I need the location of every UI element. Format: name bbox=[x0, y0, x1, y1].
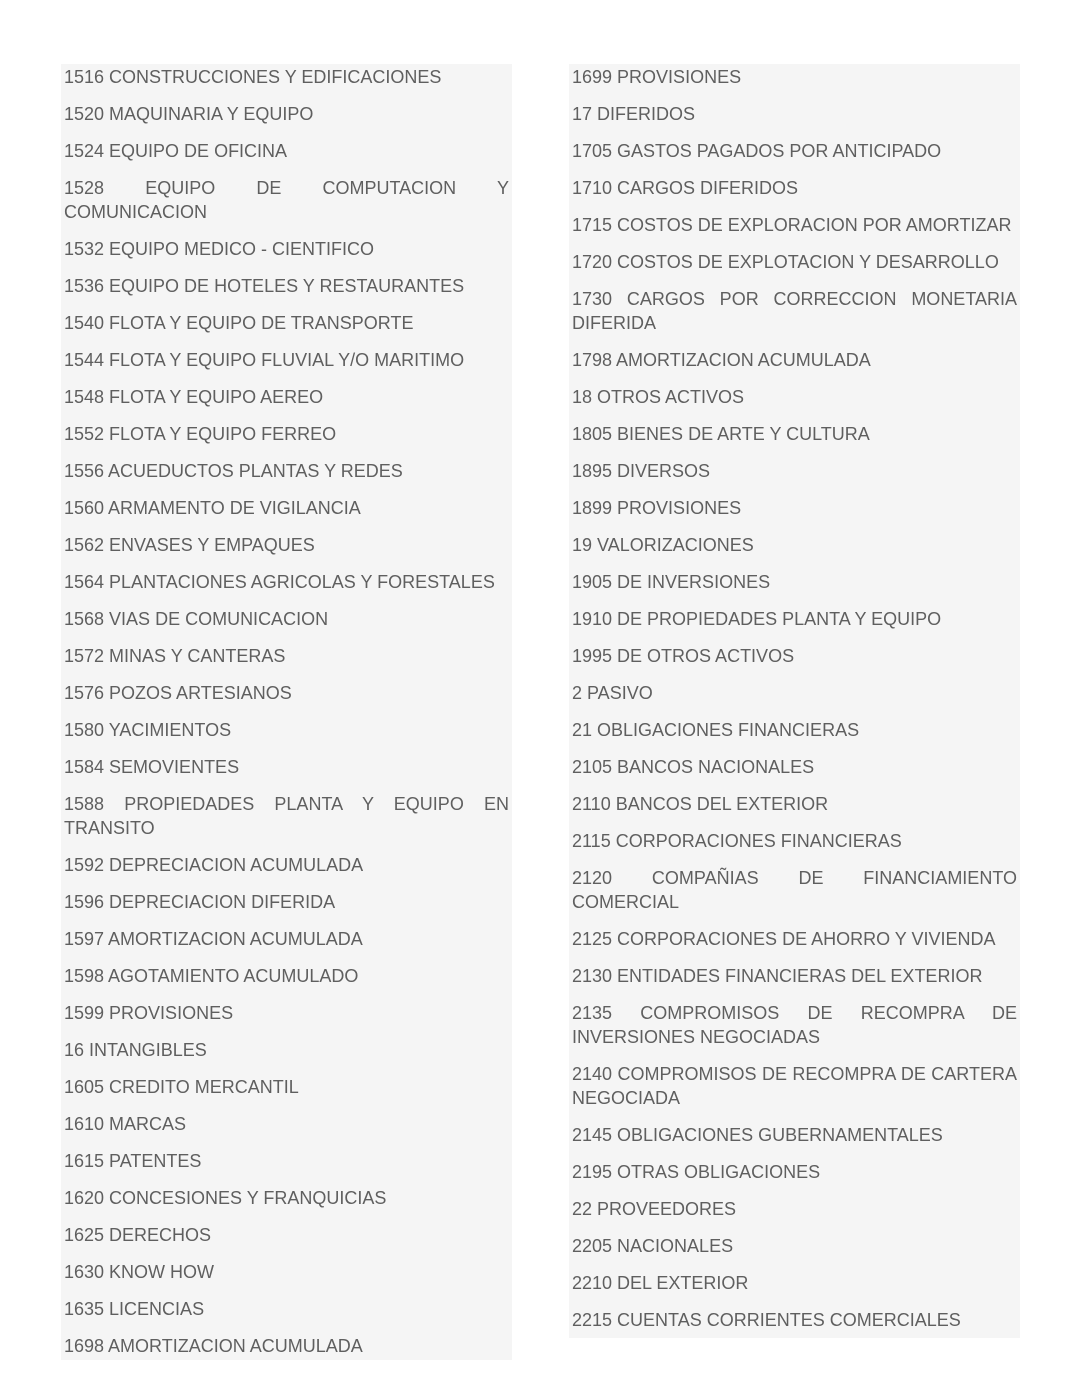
account-entry: 1544 FLOTA Y EQUIPO FLUVIAL Y/O MARITIMO bbox=[64, 350, 465, 370]
account-entry: 1556 ACUEDUCTOS PLANTAS Y REDES bbox=[64, 461, 403, 481]
account-entry: 22 PROVEEDORES bbox=[572, 1199, 737, 1219]
account-entry: 1605 CREDITO MERCANTIL bbox=[64, 1077, 299, 1097]
account-entry: 1720 COSTOS DE EXPLOTACION Y DESARROLLO bbox=[572, 252, 999, 272]
account-entry: 1536 EQUIPO DE HOTELES Y RESTAURANTES bbox=[64, 276, 465, 296]
account-entry: 1598 AGOTAMIENTO ACUMULADO bbox=[64, 966, 359, 986]
account-entry: 1895 DIVERSOS bbox=[572, 461, 711, 481]
account-entry: 2210 DEL EXTERIOR bbox=[572, 1273, 749, 1293]
account-entry: 1599 PROVISIONES bbox=[64, 1003, 234, 1023]
account-entry: 2145 OBLIGACIONES GUBERNAMENTALES bbox=[572, 1125, 943, 1145]
account-entry: 1540 FLOTA Y EQUIPO DE TRANSPORTE bbox=[64, 313, 414, 333]
account-entry: 1899 PROVISIONES bbox=[572, 498, 742, 518]
account-entry: 1710 CARGOS DIFERIDOS bbox=[572, 178, 799, 198]
account-entry: 1698 AMORTIZACION ACUMULADA bbox=[64, 1336, 363, 1356]
account-entry: 1552 FLOTA Y EQUIPO FERREO bbox=[64, 424, 337, 444]
account-entry: 1610 MARCAS bbox=[64, 1114, 187, 1134]
account-entry: 1615 PATENTES bbox=[64, 1151, 202, 1171]
account-entry: 1516 CONSTRUCCIONES Y EDIFICACIONES bbox=[64, 67, 442, 87]
account-entry: 19 VALORIZACIONES bbox=[572, 535, 754, 555]
account-entry: 2135 COMPROMISOS DE RECOMPRA DE INVERSIONES NEGOCIADAS bbox=[572, 1003, 1017, 1047]
account-entry: 1620 CONCESIONES Y FRANQUICIAS bbox=[64, 1188, 387, 1208]
account-entry: 1910 DE PROPIEDADES PLANTA Y EQUIPO bbox=[572, 609, 942, 629]
account-list-left bbox=[61, 64, 512, 1360]
account-entry: 21 OBLIGACIONES FINANCIERAS bbox=[572, 720, 860, 740]
account-entry: 2140 COMPROMISOS DE RECOMPRA DE CARTERA NEGOCIADA bbox=[572, 1064, 1017, 1108]
account-entry: 1635 LICENCIAS bbox=[64, 1299, 205, 1319]
account-entry: 2215 CUENTAS CORRIENTES COMERCIALES bbox=[572, 1310, 961, 1330]
account-entry: 1798 AMORTIZACION ACUMULADA bbox=[572, 350, 871, 370]
account-entry: 2120 COMPAÑIAS DE FINANCIAMIENTO COMERCIAL bbox=[572, 868, 1017, 912]
account-entry: 1548 FLOTA Y EQUIPO AEREO bbox=[64, 387, 324, 407]
account-entry: 1588 PROPIEDADES PLANTA Y EQUIPO EN TRANSITO bbox=[64, 794, 509, 838]
account-entry: 2130 ENTIDADES FINANCIERAS DEL EXTERIOR bbox=[572, 966, 983, 986]
account-entry: 1596 DEPRECIACION DIFERIDA bbox=[64, 892, 336, 912]
account-entry: 1805 BIENES DE ARTE Y CULTURA bbox=[572, 424, 870, 444]
account-entry: 1572 MINAS Y CANTERAS bbox=[64, 646, 286, 666]
account-entry: 2115 CORPORACIONES FINANCIERAS bbox=[572, 831, 902, 851]
account-entry: 17 DIFERIDOS bbox=[572, 104, 696, 124]
account-entry: 2110 BANCOS DEL EXTERIOR bbox=[572, 794, 829, 814]
account-entry: 1560 ARMAMENTO DE VIGILANCIA bbox=[64, 498, 361, 518]
account-entry: 1730 CARGOS POR CORRECCION MONETARIA DIFERIDA bbox=[572, 289, 1017, 333]
account-entry: 2205 NACIONALES bbox=[572, 1236, 734, 1256]
account-entry: 2 PASIVO bbox=[572, 683, 653, 703]
account-entry: 1597 AMORTIZACION ACUMULADA bbox=[64, 929, 363, 949]
account-entry: 1592 DEPRECIACION ACUMULADA bbox=[64, 855, 364, 875]
account-entry: 2105 BANCOS NACIONALES bbox=[572, 757, 815, 777]
account-entry: 1576 POZOS ARTESIANOS bbox=[64, 683, 292, 703]
account-entry: 1705 GASTOS PAGADOS POR ANTICIPADO bbox=[572, 141, 942, 161]
account-entry: 1564 PLANTACIONES AGRICOLAS Y FORESTALES bbox=[64, 572, 495, 592]
account-entry: 18 OTROS ACTIVOS bbox=[572, 387, 745, 407]
account-list-right bbox=[569, 64, 1020, 1338]
account-entry: 1699 PROVISIONES bbox=[572, 67, 742, 87]
account-entry: 1630 KNOW HOW bbox=[64, 1262, 215, 1282]
account-entry: 1568 VIAS DE COMUNICACION bbox=[64, 609, 329, 629]
account-entry: 1715 COSTOS DE EXPLORACION POR AMORTIZAR bbox=[572, 215, 1012, 235]
account-entry: 2195 OTRAS OBLIGACIONES bbox=[572, 1162, 821, 1182]
account-entry: 1524 EQUIPO DE OFICINA bbox=[64, 141, 288, 161]
account-entry: 2125 CORPORACIONES DE AHORRO Y VIVIENDA bbox=[572, 929, 996, 949]
account-entry: 1995 DE OTROS ACTIVOS bbox=[572, 646, 795, 666]
account-entry: 1562 ENVASES Y EMPAQUES bbox=[64, 535, 315, 555]
account-entry: 1528 EQUIPO DE COMPUTACION Y COMUNICACION bbox=[64, 178, 509, 222]
account-entry: 1625 DERECHOS bbox=[64, 1225, 212, 1245]
account-entry: 1580 YACIMIENTOS bbox=[64, 720, 232, 740]
account-entry: 1520 MAQUINARIA Y EQUIPO bbox=[64, 104, 314, 124]
account-entry: 1584 SEMOVIENTES bbox=[64, 757, 240, 777]
account-entry: 16 INTANGIBLES bbox=[64, 1040, 207, 1060]
account-entry: 1905 DE INVERSIONES bbox=[572, 572, 771, 592]
account-entry: 1532 EQUIPO MEDICO - CIENTIFICO bbox=[64, 239, 375, 259]
